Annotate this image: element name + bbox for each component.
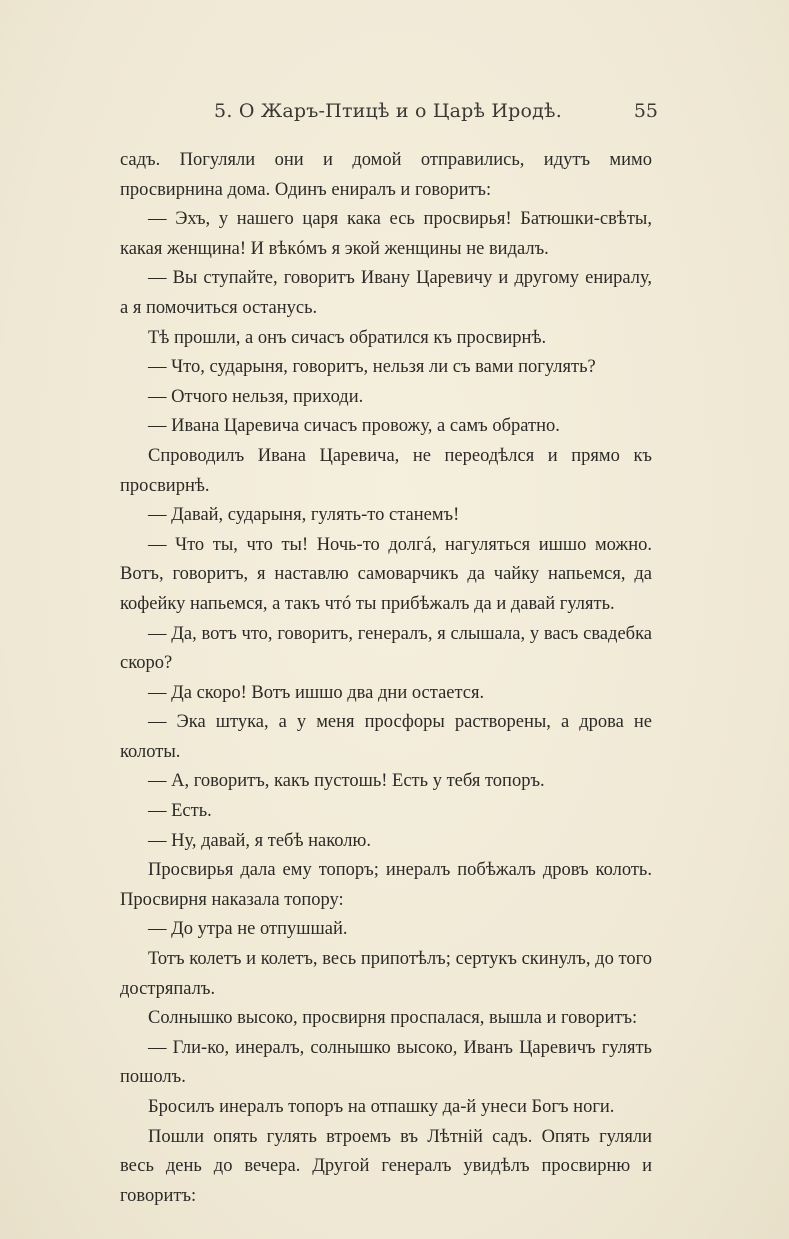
paragraph: — Эхъ, у нашего царя кака есь просвирья! Батюшки-свѣты, какая женщина! И вѣкóмъ я экой женщины не видалъ.	[120, 209, 652, 259]
paragraph: — Ивана Царевича сичасъ провожу, а самъ обратно.	[148, 416, 560, 437]
body-text	[120, 146, 652, 1211]
paragraph: Тотъ колетъ и колетъ, весь припотѣлъ; сертукъ скинулъ, до того достряпалъ.	[120, 949, 652, 999]
paragraph: — Ну, давай, я тебѣ наколю.	[148, 830, 371, 851]
paragraph: — Вы ступайте, говоритъ Ивану Царевичу и другому ениралу, а я помочиться останусь.	[120, 268, 652, 318]
paragraph: — Эка штука, а у меня просфоры растворены, а дрова не колоты.	[120, 712, 652, 762]
chapter-title: 5. О Жаръ-Птицѣ и о Царѣ Иродѣ.	[214, 100, 562, 122]
paragraph: Тѣ прошли, а онъ сичасъ обратился къ просвирнѣ.	[148, 327, 547, 348]
running-header	[118, 100, 658, 130]
paragraph: Спроводилъ Ивана Царевича, не переодѣлся и прямо къ просвирнѣ.	[120, 445, 652, 496]
paragraph: — Есть.	[148, 801, 212, 822]
paragraph: садъ. Погуляли они и домой отправились, идутъ мимо просвирнина дома. Одинъ ениралъ и говоритъ:	[120, 150, 652, 200]
paragraph: Солнышко высоко, просвирня проспалася, вышла и говоритъ:	[148, 1008, 638, 1029]
paragraph: — Что, сударыня, говоритъ, нельзя ли съ вами погулять?	[148, 357, 596, 378]
paragraph: Бросилъ инералъ топоръ на отпашку да-й унеси Богъ ноги.	[148, 1097, 615, 1117]
paragraph: — До утра не отпушшай.	[148, 919, 348, 940]
paragraph: — А, говоритъ, какъ пустошь! Есть у тебя топоръ.	[148, 771, 545, 792]
paragraph: — Да, вотъ что, говоритъ, генералъ, я слышала, у васъ свадебка скоро?	[120, 623, 652, 674]
paragraph: — Что ты, что ты! Ночь-то долгá, нагуляться ишшо можно. Вотъ, говоритъ, я наставлю самоварчикъ да чайку напьемся, да кофейку напьемся, а такъ чтó ты прибѣжалъ да и давай гулять.	[120, 534, 652, 614]
paragraph: — Да скоро! Вотъ ишшо два дни остается.	[148, 682, 485, 703]
paragraph: — Отчого нельзя, приходи.	[148, 386, 364, 407]
paragraph: Пошли опять гулять втроемъ въ Лѣтній садъ. Опять гуляли весь день до вечера. Другой генералъ увидѣлъ просвирню и говоритъ:	[120, 1126, 652, 1206]
paragraph: Просвирья дала ему топоръ; инералъ побѣжалъ дровъ колоть. Просвирня наказала топору:	[120, 860, 652, 910]
paragraph: — Гли-ко, инералъ, солнышко высоко, Иванъ Царевичъ гулять пошолъ.	[120, 1037, 652, 1088]
page-number: 55	[633, 100, 658, 122]
paragraph: — Давай, сударыня, гулять-то станемъ!	[148, 505, 460, 526]
